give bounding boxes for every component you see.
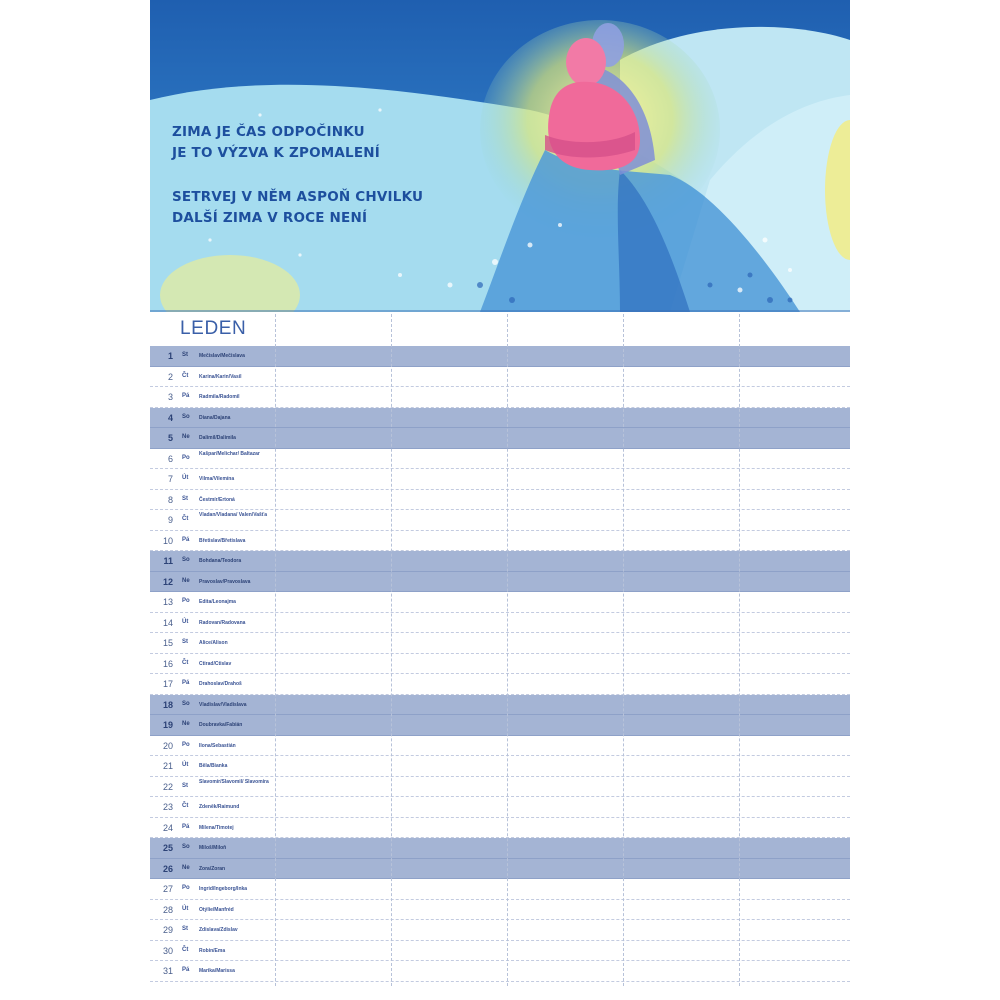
day-number: 11 [163,556,173,566]
day-row[interactable] [150,469,850,490]
day-of-week: So [182,557,190,563]
day-of-week: Čt [182,946,189,953]
day-row[interactable] [150,490,850,511]
day-row[interactable] [150,633,850,654]
day-row[interactable] [150,756,850,777]
day-row[interactable] [150,941,850,962]
day-number: 3 [167,392,173,402]
day-of-week: Pá [182,393,190,399]
day-row[interactable] [150,797,850,818]
day-number: 9 [167,515,173,525]
name-day: Břetislav/Břetislava [199,537,246,544]
name-day: Otýlie/Manfréd [199,906,234,913]
column-divider [623,314,624,986]
name-day: Radovan/Radovana [199,619,246,626]
day-number: 25 [162,843,173,853]
column-divider [391,314,392,986]
day-number: 26 [162,863,173,874]
day-of-week: Ne [182,434,190,440]
name-day: Ingrid/Ingeborg/Inka [199,886,248,892]
day-row[interactable] [150,838,850,859]
day-number: 14 [162,617,173,628]
quote-block-1 [172,122,512,164]
day-number: 2 [167,371,173,382]
name-day: Doubravka/Fabián [199,722,243,728]
day-row[interactable] [150,695,850,716]
day-of-week: Pá [182,967,190,973]
day-number: 15 [162,638,173,648]
name-day: Marika/Marissa [199,968,235,974]
day-of-week: Ne [182,721,190,727]
day-of-week: St [182,639,188,645]
day-of-week: St [182,782,188,789]
name-day: Dalimil/Dalimila [199,435,236,441]
quote-line-2: JE TO VÝZVA K ZPOMALENÍ [172,145,380,161]
day-of-week: Čt [182,659,189,666]
day-row[interactable] [150,449,850,470]
day-number: 5 [167,433,173,443]
day-of-week: Po [182,598,190,604]
calendar-page [150,0,850,1000]
day-of-week: Pá [182,823,190,830]
day-number: 23 [162,802,173,812]
day-row[interactable] [150,961,850,982]
name-day: Vladan/Vladana/ Valen/Vašťa [199,512,267,518]
day-row[interactable] [150,531,850,552]
day-row[interactable] [150,859,850,880]
day-of-week: So [182,700,190,707]
day-of-week: Čt [182,803,189,809]
day-number: 6 [167,453,173,464]
day-number: 28 [162,904,173,915]
day-row[interactable] [150,551,850,572]
column-divider [275,314,276,986]
name-day: Bohdana/Teodora [199,558,242,564]
name-day: Kašpar/Melichar/ Baltazar [199,450,260,457]
day-row[interactable] [150,408,850,429]
day-number: 16 [162,658,173,669]
name-day: Ilona/Sebastián [199,742,236,749]
name-day: Zdeněk/Raimund [199,804,240,810]
day-number: 18 [162,699,173,710]
day-row[interactable] [150,510,850,531]
day-row[interactable] [150,818,850,839]
day-row[interactable] [150,900,850,921]
name-day: Čestmír/Ertoná [199,496,235,503]
name-day: Vladislav/Vladislava [199,701,247,708]
day-number: 1 [167,351,173,361]
day-row[interactable] [150,572,850,593]
day-row[interactable] [150,715,850,736]
day-row[interactable] [150,920,850,941]
name-day: Milena/Timotej [199,824,234,831]
day-number: 30 [162,945,173,956]
day-of-week: Ne [182,864,190,871]
day-row[interactable] [150,367,850,388]
name-day: Ctirad/Ctislav [199,660,232,667]
day-number: 13 [162,597,173,607]
day-of-week: Út [182,905,189,912]
name-day: Běla/Bianka [199,763,228,769]
day-of-week: Út [182,618,189,625]
day-number: 7 [167,474,173,484]
day-row[interactable] [150,592,850,613]
day-of-week: Po [182,741,190,748]
month-title: LEDEN [180,318,247,339]
day-of-week: So [182,413,190,420]
day-number: 27 [162,884,173,894]
column-divider [507,314,508,986]
day-number: 12 [162,576,173,587]
name-day: Zdislava/Zdislav [199,927,238,933]
name-day: Radmila/Radomil [199,394,240,400]
name-day: Slavomír/Slavomil/ Slavomíra [199,778,269,785]
day-of-week: Pá [182,536,190,543]
watercolor-illustration [150,0,850,312]
day-row[interactable] [150,613,850,634]
day-of-week: Po [182,885,190,891]
quote-line-3: SETRVEJ V NĚM ASPOŇ CHVILKU [172,189,424,205]
day-number: 8 [167,494,173,505]
day-number: 29 [162,925,173,935]
day-row[interactable] [150,654,850,675]
day-number: 24 [162,822,173,833]
quote-line-4: DALŠÍ ZIMA V ROCE NENÍ [172,210,368,226]
day-of-week: St [182,352,188,358]
day-row[interactable] [150,387,850,408]
day-of-week: Čt [182,372,189,379]
day-number: 22 [162,781,173,792]
quote-block-2 [172,187,512,229]
name-day: Alice/Alison [199,640,228,646]
day-of-week: St [182,926,188,932]
quote-line-1: ZIMA JE ČAS ODPOČINKU [172,124,365,140]
day-number: 10 [162,535,173,546]
name-day: Drahoslav/Drahoš [199,681,242,687]
name-day: Karina/Karin/Vasil [199,373,242,380]
column-divider [739,314,740,986]
name-day: Miloš/Miloň [199,845,227,851]
day-number: 31 [162,966,173,976]
day-of-week: Ne [182,577,190,584]
day-number: 4 [167,412,173,423]
name-day: Vilma/Vilemína [199,476,235,482]
name-day: Zora/Zoran [199,865,226,872]
day-of-week: Út [182,475,189,481]
name-day: Mečislav/Mečislava [199,353,245,359]
day-of-week: Pá [182,680,190,686]
day-row[interactable] [150,428,850,449]
day-row[interactable] [150,346,850,367]
day-of-week: Čt [182,516,189,522]
day-number: 17 [162,679,173,689]
calendar-grid [150,314,850,986]
name-day: Diana/Dajana [199,414,231,421]
name-day: Pravoslav/Pravoslava [199,578,251,585]
day-number: 20 [162,740,173,751]
name-day: Edita/Leonajma [199,599,236,605]
day-row[interactable] [150,674,850,695]
name-day: Robin/Ema [199,947,226,954]
day-row[interactable] [150,736,850,757]
day-of-week: So [182,844,190,850]
day-row[interactable] [150,777,850,798]
day-number: 19 [162,720,173,730]
day-of-week: Út [182,762,189,768]
day-of-week: St [182,495,188,502]
day-number: 21 [162,761,173,771]
day-row[interactable] [150,879,850,900]
day-of-week: Po [182,454,190,461]
